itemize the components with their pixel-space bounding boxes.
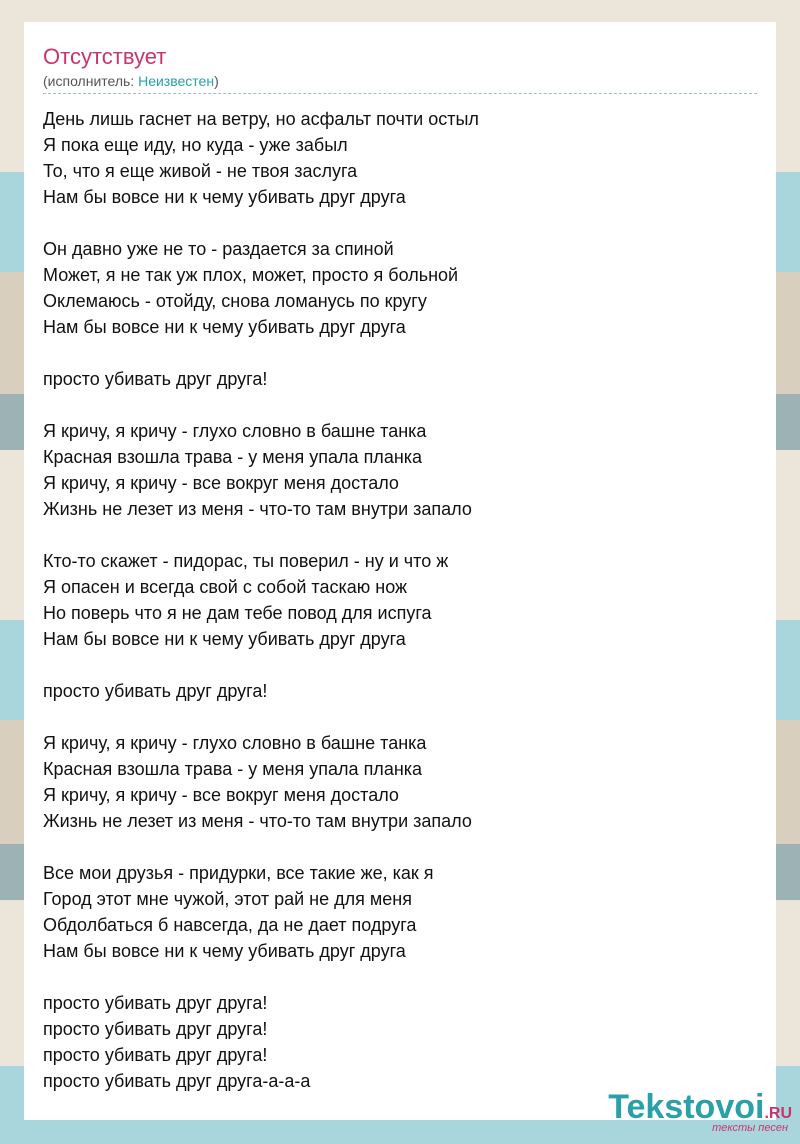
lyric-line: Красная взошла трава - у меня упала планка bbox=[43, 759, 423, 779]
site-logo[interactable] bbox=[608, 1090, 792, 1134]
artist-line bbox=[43, 73, 219, 89]
lyric-line: Кто-то скажет - пидорас, ты поверил - ну и что ж bbox=[43, 551, 449, 571]
lyric-line: То, что я еще живой - не твоя заслуга bbox=[43, 161, 358, 181]
lyric-line bbox=[43, 834, 479, 860]
artist-link[interactable]: Неизвестен bbox=[138, 73, 215, 89]
lyric-line bbox=[43, 340, 479, 366]
logo-wordmark: Tekstovoi bbox=[608, 1088, 765, 1126]
lyric-line: Нам бы вовсе ни к чему убивать друг друга bbox=[43, 941, 406, 961]
lyric-line: Я кричу, я кричу - глухо словно в башне танка bbox=[43, 733, 427, 753]
lyric-line: Нам бы вовсе ни к чему убивать друг друга bbox=[43, 629, 406, 649]
lyric-line: просто убивать друг друга! bbox=[43, 993, 268, 1013]
lyric-line: Я кричу, я кричу - глухо словно в башне танка bbox=[43, 421, 427, 441]
lyric-line: Может, я не так уж плох, может, просто я больной bbox=[43, 265, 459, 285]
lyric-line: просто убивать друг друга! bbox=[43, 1045, 268, 1065]
lyric-line: Я кричу, я кричу - все вокруг меня достало bbox=[43, 473, 399, 493]
lyric-line: Нам бы вовсе ни к чему убивать друг друга bbox=[43, 317, 406, 337]
lyric-line bbox=[43, 210, 479, 236]
lyrics-text bbox=[43, 106, 479, 1094]
artist-prefix: (исполнитель: bbox=[43, 73, 139, 89]
lyric-line bbox=[43, 522, 479, 548]
lyric-line: День лишь гаснет на ветру, но асфальт почти остыл bbox=[43, 109, 479, 129]
lyric-line bbox=[43, 652, 479, 678]
logo-domain: .RU bbox=[764, 1105, 792, 1122]
lyric-line: Обдолбаться б навсегда, да не дает подруга bbox=[43, 915, 417, 935]
lyric-line: Красная взошла трава - у меня упала планка bbox=[43, 447, 423, 467]
lyric-line: просто убивать друг друга-а-а-а bbox=[43, 1071, 311, 1091]
lyric-line: Нам бы вовсе ни к чему убивать друг друга bbox=[43, 187, 406, 207]
lyric-line: просто убивать друг друга! bbox=[43, 1019, 268, 1039]
lyric-line bbox=[43, 704, 479, 730]
lyric-line: Я опасен и всегда свой с собой таскаю нож bbox=[43, 577, 408, 597]
lyric-line: Жизнь не лезет из меня - что-то там внутри запало bbox=[43, 811, 472, 831]
lyric-line: Но поверь что я не дам тебе повод для испуга bbox=[43, 603, 432, 623]
lyric-line: просто убивать друг друга! bbox=[43, 681, 268, 701]
lyric-line: Оклемаюсь - отойду, снова ломанусь по кругу bbox=[43, 291, 427, 311]
lyric-line bbox=[43, 392, 479, 418]
song-title: Отсутствует bbox=[43, 44, 167, 69]
lyric-line: Жизнь не лезет из меня - что-то там внутри запало bbox=[43, 499, 472, 519]
artist-suffix: ) bbox=[214, 73, 219, 89]
lyric-line: Он давно уже не то - раздается за спиной bbox=[43, 239, 394, 259]
lyric-line: Я кричу, я кричу - все вокруг меня достало bbox=[43, 785, 399, 805]
logo-tagline: тексты песен bbox=[712, 1122, 788, 1134]
lyric-line bbox=[43, 964, 479, 990]
lyric-line: Я пока еще иду, но куда - уже забыл bbox=[43, 135, 348, 155]
title-divider bbox=[43, 93, 757, 94]
lyric-line: просто убивать друг друга! bbox=[43, 369, 268, 389]
lyric-line: Город этот мне чужой, этот рай не для меня bbox=[43, 889, 412, 909]
lyric-line: Все мои друзья - придурки, все такие же, как я bbox=[43, 863, 434, 883]
lyrics-sheet bbox=[24, 22, 776, 1120]
